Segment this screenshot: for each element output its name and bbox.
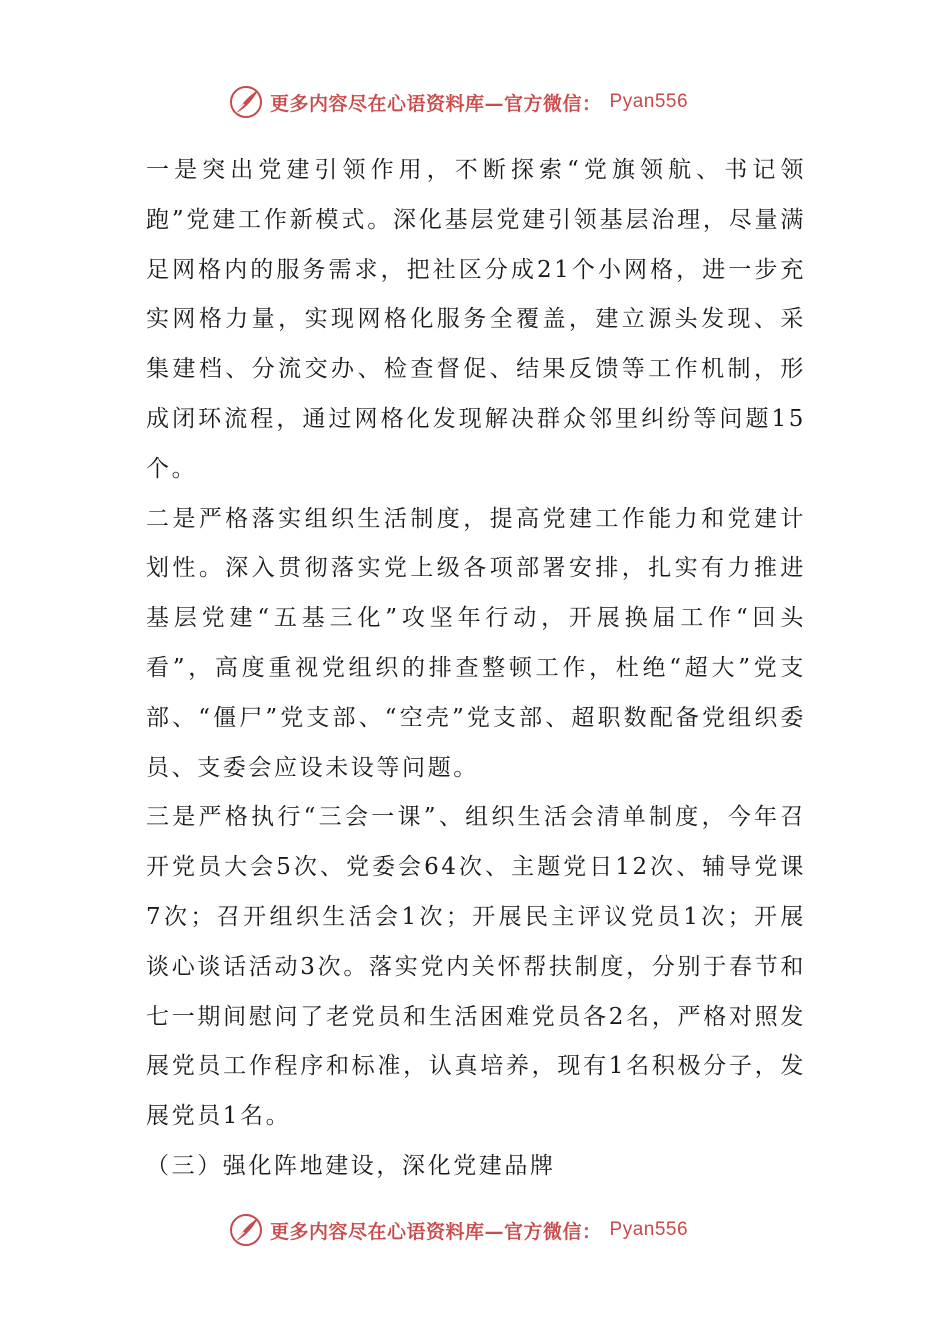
quill-logo-icon — [228, 84, 264, 120]
watermark-wechat-id: Pyan556 — [609, 1219, 689, 1240]
watermark-text: 更多内容尽在心语资料库—官方微信： — [270, 92, 602, 115]
quill-logo-icon — [228, 1212, 264, 1248]
watermark-text: 更多内容尽在心语资料库—官方微信： — [270, 1220, 602, 1243]
watermark-footer — [228, 1212, 688, 1248]
paragraph-1: 一是突出党建引领作用，不断探索“党旗领航、书记领跑”党建工作新模式。深化基层党建引领基层治理，尽量满足网格内的服务需求，把社区分成21个小网格，进一步充实网格力量，实现网格化服务全覆盖，建立源头发现、采集建档、分流交办、检查督促、结果反馈等工作机制，形成闭环流程，通过网格化发现解决群众邻里纠纷等问题15个。 — [146, 157, 806, 482]
section-heading: （三）强化阵地建设，深化党建品牌 — [146, 1152, 556, 1179]
document-body — [146, 146, 806, 1192]
watermark-wechat-id: Pyan556 — [609, 91, 689, 112]
paragraph-2: 二是严格落实组织生活制度，提高党建工作能力和党建计划性。深入贯彻落实党上级各项部署安排，扎实有力推进基层党建“五基三化”攻坚年行动，开展换届工作“回头看”，高度重视党组织的排查整顿工作，杜绝“超大”党支部、“僵尸”党支部、“空壳”党支部、超职数配备党组织委员、支委会应设未设等问题。 — [146, 505, 806, 781]
paragraph-3: 三是严格执行“三会一课”、组织生活会清单制度，今年召开党员大会5次、党委会64次、主题党日12次、辅导党课7次；召开组织生活会1次；开展民主评议党员1次；开展谈心谈话活动3次。落实党内关怀帮扶制度，分别于春节和七一期间慰问了老党员和生活困难党员各2名，严格对照发展党员工作程序和标准，认真培养，现有1名积极分子，发展党员1名。 — [146, 804, 806, 1130]
watermark-header — [228, 84, 688, 120]
